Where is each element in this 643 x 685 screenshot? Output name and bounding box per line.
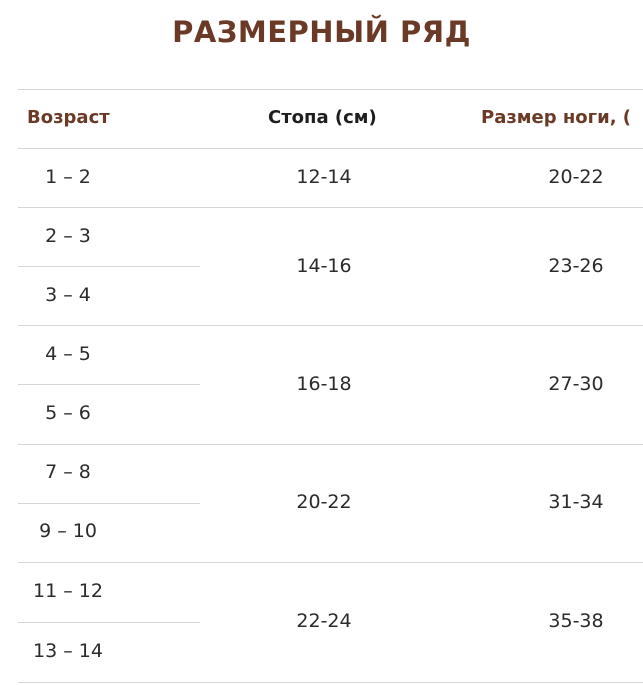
shoe-size-cell: 23-26 (548, 255, 604, 277)
table-bottom-rule (18, 682, 643, 683)
age-cell: 11 – 12 (33, 580, 103, 602)
row-rule (18, 503, 200, 504)
shoe-size-cell: 27-30 (548, 373, 604, 395)
row-rule (18, 266, 200, 267)
group-rule (18, 444, 643, 445)
group-rule (18, 207, 643, 208)
table-top-rule (18, 89, 643, 90)
age-cell: 2 – 3 (45, 225, 91, 247)
age-cell: 5 – 6 (45, 402, 91, 424)
age-cell: 3 – 4 (45, 284, 91, 306)
age-cell: 7 – 8 (45, 461, 91, 483)
row-rule (18, 384, 200, 385)
header-rule (18, 148, 643, 149)
shoe-size-cell: 31-34 (548, 491, 604, 513)
foot-length-cell: 16-18 (296, 373, 352, 395)
column-header-shoe-size: Размер ноги, ( (481, 107, 632, 128)
foot-length-cell: 20-22 (296, 491, 352, 513)
column-header-age: Возраст (27, 107, 110, 128)
age-cell: 9 – 10 (39, 520, 97, 542)
age-cell: 13 – 14 (33, 640, 103, 662)
group-rule (18, 325, 643, 326)
page-title: РАЗМЕРНЫЙ РЯД (172, 15, 471, 49)
shoe-size-cell: 35-38 (548, 610, 604, 632)
foot-length-cell: 14-16 (296, 255, 352, 277)
foot-length-cell: 22-24 (296, 610, 352, 632)
shoe-size-cell: 20-22 (548, 166, 604, 188)
group-rule (18, 562, 643, 563)
row-rule (18, 622, 200, 623)
column-header-foot-length: Стопа (см) (268, 107, 377, 128)
age-cell: 1 – 2 (45, 166, 91, 188)
foot-length-cell: 12-14 (296, 166, 352, 188)
age-cell: 4 – 5 (45, 343, 91, 365)
